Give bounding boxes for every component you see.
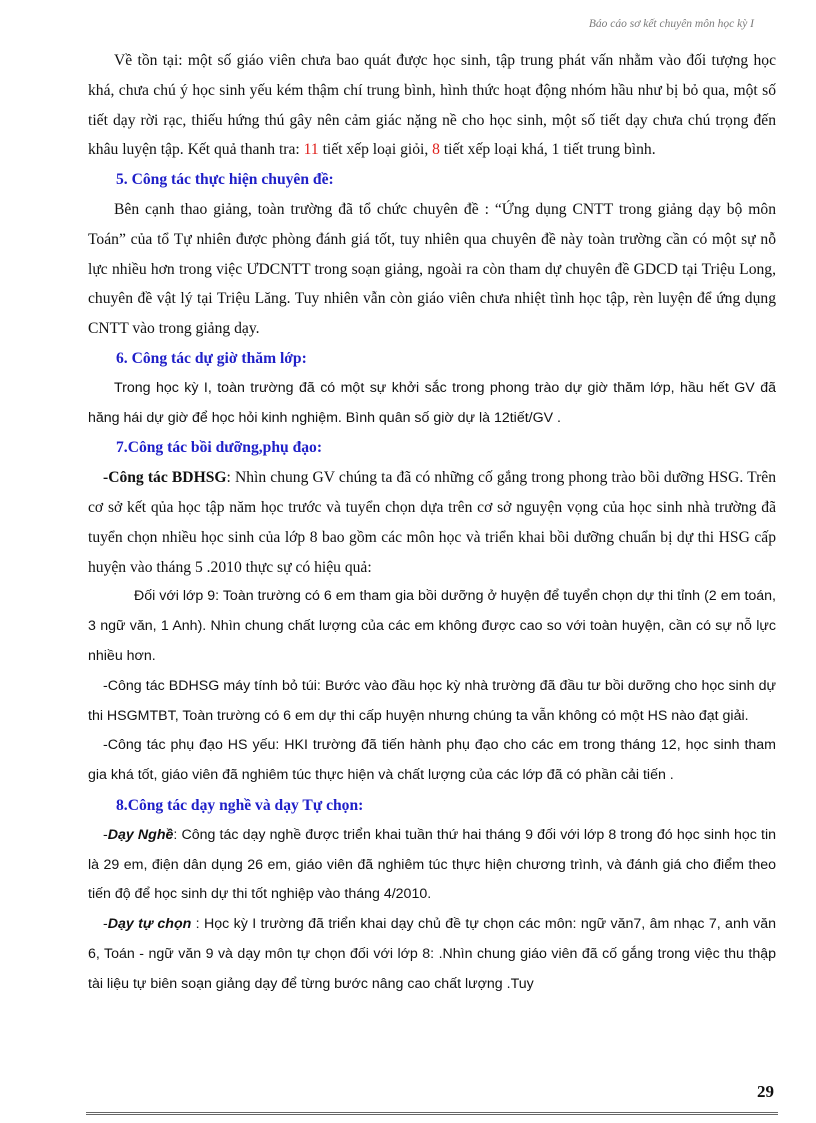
ton-tai-text-3: tiết xếp loại khá, 1 tiết trung bình. xyxy=(439,141,656,159)
tu-chon-label: Dạy tự chọn xyxy=(107,916,192,933)
heading-section-6: 6. Công tác dự giờ thăm lớp: xyxy=(116,349,307,367)
day-nghe-text: : Công tác dạy nghề được triển khai tuần thứ hai tháng 9 đối với lớp 8 trong đó học sinh học tin là 29 em, điện dân dụng 26 em, giáo viên đã nghiêm túc thực hiện chương trình, và đánh giá cho điểm theo tiến độ để học sinh dự thi tốt nghiệp vào tháng 4/2010. xyxy=(88,826,777,903)
heading-section-8: 8.Công tác dạy nghề và dạy Tự chọn: xyxy=(116,796,364,814)
heading-section-7: 7.Công tác bồi dưỡng,phụ đạo: xyxy=(116,439,323,457)
paragraph-bdhsg xyxy=(88,463,776,582)
paragraph-section-6: Trong học kỳ I, toàn trường đã có một sự khởi sắc trong phong trào dự giờ thăm lớp, hầu hết GV đã hăng hái dự giờ để học hỏi kinh nghiệm. Bình quân số giờ dự là 12tiết/GV . xyxy=(88,379,776,426)
document-body xyxy=(88,46,776,1000)
paragraph-may-tinh: -Công tác BDHSG máy tính bỏ túi: Bước vào đầu học kỳ nhà trường đã đầu tư bồi dưỡng cho học sinh dự thi HSGMTBT, Toàn trường có 6 em dự thi cấp huyện nhưng chúng ta vẫn không có một HS nào đạt giải. xyxy=(88,677,776,724)
ton-tai-text-2: tiết xếp loại giỏi, xyxy=(318,141,433,159)
tu-chon-text: : Học kỳ I trường đã triển khai dạy chủ đề tự chọn các môn: ngữ văn7, âm nhạc 7, anh văn 6, Toán - ngữ văn 9 và dạy môn tự chọn đối với lớp 8: .Nhìn chung giáo viên đã cố gắng trong việc thu thập tài liệu tự biên soạn giảng dạy để từng bước nâng cao chất lượng .Tuy xyxy=(88,916,776,992)
heading-section-5: 5. Công tác thực hiện chuyên đề: xyxy=(116,171,334,189)
paragraph-section-5: Bên cạnh thao giảng, toàn trường đã tổ chức chuyên đề : “Ứng dụng CNTT trong giảng dạy bộ môn Toán” của tổ Tự nhiên được phòng đánh giá tốt, tuy nhiên qua chuyên đề này toàn trường cần có một sự nỗ lực nhiều hơn trong việc ƯDCNTT trong soạn giảng, ngoài ra còn tham dự chuyên đề GDCD tại Triệu Long, chuyên đề vật lý tại Triệu Lăng. Tuy nhiên vẫn còn giáo viên chưa nhiệt tình học tập, rèn luyện để ứng dụng CNTT vào trong giảng dạy. xyxy=(88,200,776,338)
paragraph-day-nghe xyxy=(88,821,776,910)
paragraph-tu-chon xyxy=(88,910,776,999)
page-number: 29 xyxy=(757,1082,774,1101)
bdhsg-label: -Công tác BDHSG xyxy=(103,469,227,487)
day-nghe-label: Dạy Nghề xyxy=(107,826,174,843)
paragraph-lop-9: Đối với lớp 9: Toàn trường có 6 em tham gia bồi dưỡng ở huyện để tuyển chọn dự thi tỉnh (2 em toán, 3 ngữ văn, 1 Anh). Nhìn chung chất lượng của các em không được cao so với toàn huyện, cần có sự nỗ lực nhiều hơn. xyxy=(88,588,776,664)
bdhsg-text: : Nhìn chung GV chúng ta đã có những cố gắng trong phong trào bồi dưỡng HSG. Trên cơ sở kết qủa học tập năm học trước và tuyển chọn dựa trên cơ sở nguyện vọng của học sinh nhà trường đã tuyển chọn nhiều học sinh của lớp 8 bao gồm các môn học và triển khai bồi dưỡng chuẩn bị dự thi HSG cấp huyện vào tháng 5 .2010 thực sự có hiệu quả: xyxy=(88,469,776,576)
tu-chon-dash: - xyxy=(103,916,108,933)
footer-rule xyxy=(86,1112,778,1115)
count-gioi: 11 xyxy=(303,141,319,159)
paragraph-phu-dao: -Công tác phụ đạo HS yếu: HKI trường đã tiến hành phụ đạo cho các em trong tháng 12, học sinh tham gia khá tốt, giáo viên đã nghiêm túc thực hiện và chất lượng của các lớp đã có phần cải tiến . xyxy=(88,737,776,784)
ton-tai-text: Về tồn tại: một số giáo viên chưa bao quát được học sinh, tập trung phát vấn nhằm vào đối tượng học khá, chưa chú ý học sinh yếu kém thậm chí trung bình, hình thức hoạt động nhóm hầu như bị bỏ qua, một số tiết dạy rời rạc, thiếu hứng thú gây nên cảm giác nặng nề cho học sinh, một số tiết dạy chưa chú trọng đến khâu luyện tập. Kết quả thanh tra: xyxy=(88,52,776,159)
count-kha: 8 xyxy=(432,141,440,159)
running-header: Báo cáo sơ kết chuyên môn học kỳ I xyxy=(588,18,754,30)
paragraph-ton-tai xyxy=(88,46,776,165)
day-nghe-dash: - xyxy=(103,826,108,843)
